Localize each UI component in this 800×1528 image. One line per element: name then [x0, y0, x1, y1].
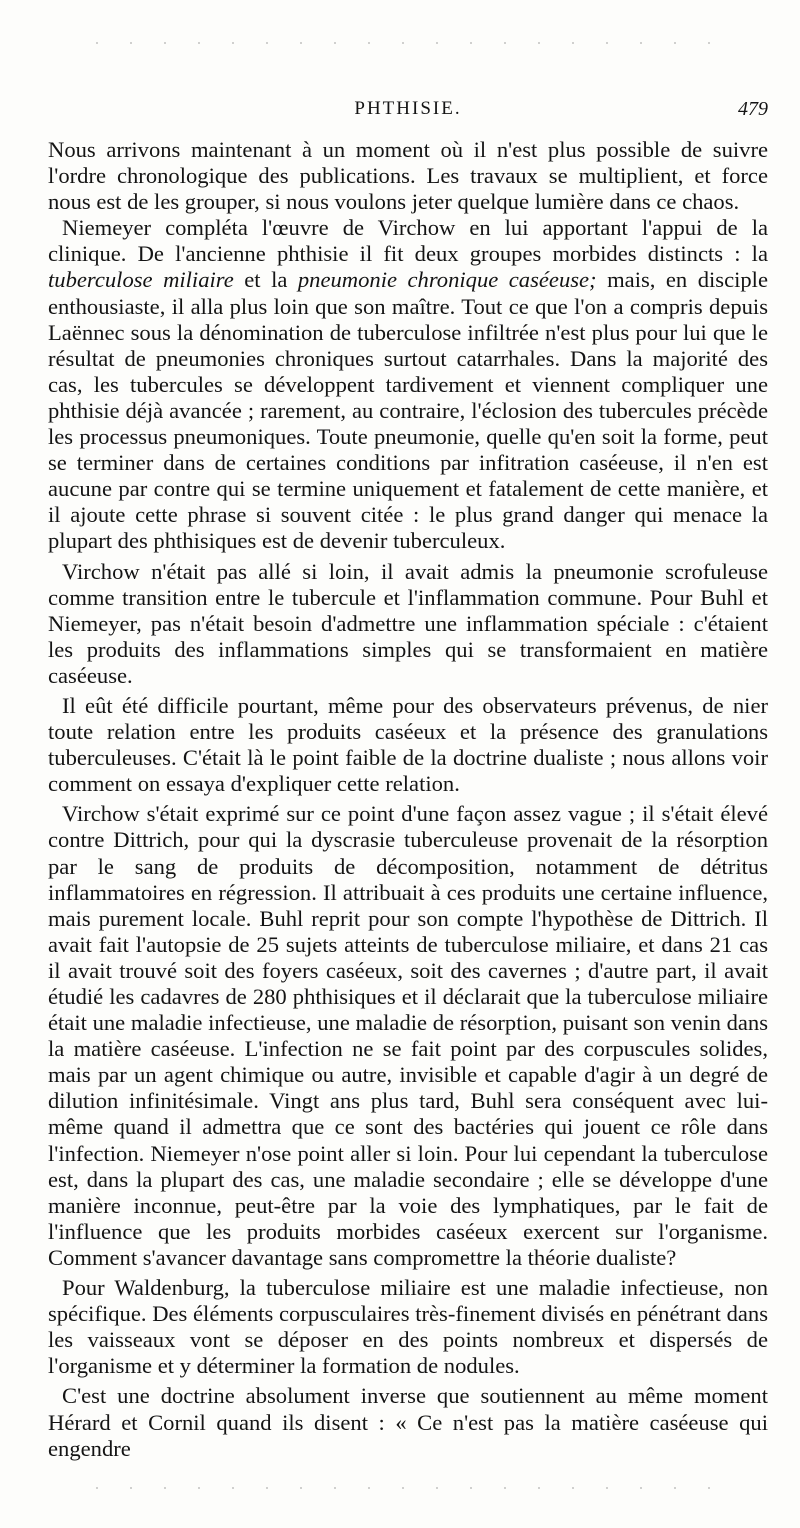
- paragraph-2: [48, 215, 768, 554]
- paragraph-3: Virchow n'était pas allé si loin, il avait admis la pneumonie scrofuleuse comme transition entre le tubercule et l'inflammation commune. Pour Buhl et Niemeyer, pas n'était besoin d'admettre une inflammation spéciale : c'étaient les produits des inflammations simples qui se transformaient en matière caséeuse.: [48, 558, 768, 688]
- paragraph-2-text-middle: et la: [233, 267, 298, 293]
- body-text: [48, 137, 768, 1462]
- paragraph-5: Virchow s'était exprimé sur ce point d'une façon assez vague ; il s'était élevé contre Dittrich, pour qui la dyscrasie tuberculeuse provenait de la résorption par le sang de produits de décomposition, notamment de détritus inflammatoires en régression. Il attribuait à ces produits une certaine influence, mais purement locale. Buhl reprit pour son compte l'hypothèse de Dittrich. Il avait fait l'autopsie de 25 sujets atteints de tuberculose miliaire, et dans 21 cas il avait trouvé soit des foyers caséeux, soit des cavernes ; d'autre part, il avait étudié les cadavres de 280 phthisiques et il déclarait que la tuberculose miliaire était une maladie infectieuse, une maladie de résorption, puisant son venin dans la matière caséeuse. L'infection ne se fait point par des corpuscules solides, mais par un agent chimique ou autre, invisible et capable d'agir à un degré de dilution infinitésimale. Vingt ans plus tard, Buhl sera conséquent avec lui-même quand il admettra que ce sont des bactéries qui jouent ce rôle dans l'infection. Niemeyer n'ose point aller si loin. Pour lui cependant la tuberculose est, dans la plupart des cas, une maladie secondaire ; elle se développe d'une manière inconnue, peut-être par la voie des lymphatiques, par le fait de l'influence que les produits morbides caséeux exercent sur l'organisme. Comment s'avancer davantage sans compromettre la théorie dualiste?: [48, 801, 768, 1270]
- paragraph-1: Nous arrivons maintenant à un moment où il n'est plus possible de suivre l'ordre chronologique des publications. Les travaux se multiplient, et force nous est de les grouper, si nous voulons jeter quelque lumière dans ce chaos.: [48, 137, 768, 215]
- paragraph-2-text-before: Niemeyer compléta l'œuvre de Virchow en lui apportant l'appui de la clinique. De l'ancienne phthisie il fit deux groupes morbides distincts : la: [48, 215, 768, 267]
- paragraph-2-italic-tuberculose: tuberculose miliaire: [48, 267, 234, 293]
- page-number: 479: [738, 98, 768, 120]
- paragraph-6: Pour Waldenburg, la tuberculose miliaire est une maladie infectieuse, non spécifique. Des éléments corpusculaires très-finement divisés en pénétrant dans les vaisseaux vont se déposer en des points nombreux et dispersés de l'organisme et y déterminer la formation de nodules.: [48, 1275, 768, 1379]
- paragraph-7: C'est une doctrine absolument inverse que soutiennent au même moment Hérard et Cornil quand ils disent : « Ce n'est pas la matière caséeuse qui engendre: [48, 1383, 768, 1461]
- page-header: [48, 98, 768, 128]
- paragraph-2-italic-pneumonie: pneumonie chronique caséeuse;: [297, 267, 597, 293]
- paragraph-2-text-after: mais, en disciple enthousiaste, il alla plus loin que son maître. Tout ce que l'on a compris depuis Laënnec sous la dénomination de tuberculose infiltrée n'est plus pour lui que le résultat de pneumonies chroniques surtout catarrhales. Dans la majorité des cas, les tubercules se développent tardivement et viennent compliquer une phthisie déjà avancée ; rarement, au contraire, l'éclosion des tubercules précède les processus pneumoniques. Toute pneumonie, quelle qu'en soit la forme, peut se terminer dans de certaines conditions par infitration caséeuse, il n'en est aucune par contre qui se termine uniquement et fatalement de cette manière, et il ajoute cette phrase si souvent citée : le plus grand danger qui menace la plupart des phthisiques est de devenir tuberculeux.: [48, 267, 768, 554]
- running-title: PHTHISIE.: [354, 98, 462, 119]
- scan-specks-top: [80, 42, 720, 44]
- scan-specks-bottom: [80, 1487, 720, 1489]
- paragraph-4: Il eût été difficile pourtant, même pour des observateurs prévenus, de nier toute relation entre les produits caséeux et la présence des granulations tuberculeuses. C'était là le point faible de la doctrine dualiste ; nous allons voir comment on essaya d'expliquer cette relation.: [48, 692, 768, 797]
